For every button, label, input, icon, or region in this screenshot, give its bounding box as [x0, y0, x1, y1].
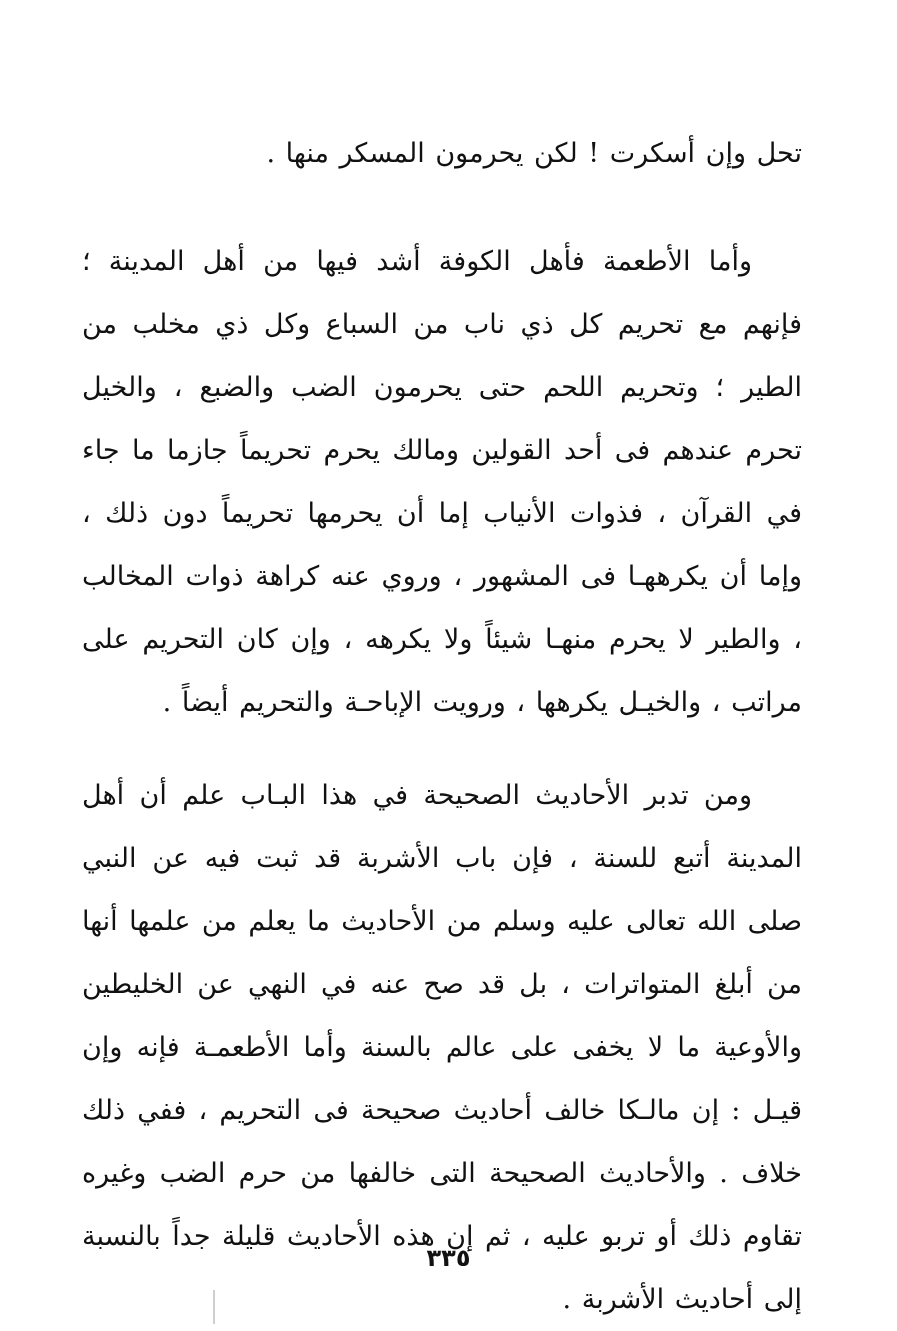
page-number: ٣٣٥	[426, 1244, 471, 1272]
paragraph-3: ومن تدبر الأحاديث الصحيحة في هذا البـاب علم أن أهل المدينة أتبع للسنة ، فإن باب الأشربة قد ثبت فيه عن النبي صلى الله تعالى عليه وسلم من الأحاديث ما يعلم من علمها أنها من أبلغ المتواترات ، بل قد صح عنه في النهي عن الخليطين والأوعية ما لا يخفى على عالم بالسنة وأما الأطعمـة فإنه وإن قيـل : إن مالـكا خالف أحاديث صحيحة فى التحريم ، ففي ذلك خلاف . والأحاديث الصحيحة التى خالفها من حرم الضب وغيره تقاوم ذلك أو تربو عليه ، ثم إن هذه الأحاديث قليلة جداً بالنسبة إلى أحاديث الأشربة .	[82, 780, 802, 1315]
paragraph-2: وأما الأطعمة فأهل الكوفة أشد فيها من أهل المدينة ؛ فإنهم مع تحريم كل ذي ناب من السباع وكل ذي مخلب من الطير ؛ وتحريم اللحم حتى يحرمون الضب والضبع ، والخيل تحرم عندهم فى أحد القولين ومالك يحرم تحريماً جازما ما جاء في القرآن ، فذوات الأنياب إما أن يحرمها تحريماً دون ذلك ، وإما أن يكرههـا فى المشهور ، وروي عنه كراهة ذوات المخالب ، والطير لا يحرم منهـا شيئاً ولا يكرهه ، وإن كان التحريم على مراتب ، والخيـل يكرهها ، ورويت الإباحـة والتحريم أيضاً .	[82, 246, 802, 718]
scan-mark	[213, 1290, 215, 1324]
paragraph-1: تحل وإن أسكرت ! لكن يحرمون المسكر منها .	[266, 138, 802, 169]
